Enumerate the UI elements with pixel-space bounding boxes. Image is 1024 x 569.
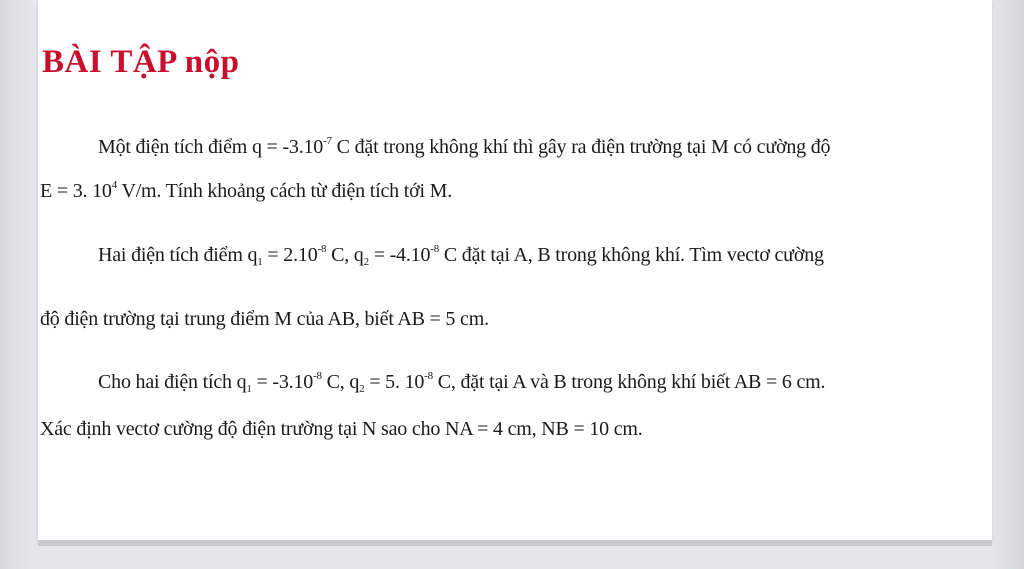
text-run: C, q xyxy=(321,371,360,393)
text-run: = -4.10 xyxy=(368,244,431,266)
subscript: 1 xyxy=(246,383,252,395)
subscript: 2 xyxy=(363,256,369,268)
exercise-1-line-1 xyxy=(98,136,830,159)
subscript: 2 xyxy=(359,383,365,395)
text-run: C, q xyxy=(326,244,364,266)
text-run: = -3.10 xyxy=(251,371,314,393)
text-run: Cho hai điện tích q xyxy=(98,371,247,393)
exponent: -8 xyxy=(313,370,322,382)
text-run: C đặt trong không khí thì gây ra điện trường tại M có cường độ xyxy=(331,136,831,158)
exercise-3-line-1 xyxy=(98,371,825,394)
document-page xyxy=(38,0,992,540)
text-run: C, đặt tại A và B trong không khí biết AB = 6 cm. xyxy=(432,371,826,393)
text-run: = 2.10 xyxy=(262,244,318,266)
exponent: -8 xyxy=(424,370,433,382)
document-title: BÀI TẬP nộp xyxy=(42,44,240,80)
exponent: 4 xyxy=(111,179,118,191)
exercise-1-line-2 xyxy=(40,180,452,203)
text-run: E = 3. 10 xyxy=(40,180,112,202)
page-bottom-edge xyxy=(38,540,992,546)
text-run: Hai điện tích điểm q xyxy=(98,244,258,266)
text-run: Một điện tích điểm q = -3.10 xyxy=(98,136,324,158)
exercise-3-line-2: Xác định vectơ cường độ điện trường tại N sao cho NA = 4 cm, NB = 10 cm. xyxy=(40,418,643,440)
exponent: -8 xyxy=(430,243,440,255)
exponent: -8 xyxy=(317,243,327,255)
exercise-2-line-1 xyxy=(98,244,824,267)
text-run: = 5. 10 xyxy=(364,371,425,393)
text-run: C đặt tại A, B trong không khí. Tìm vectơ cường xyxy=(439,244,824,266)
exercise-2-line-2: độ điện trường tại trung điểm M của AB, biết AB = 5 cm. xyxy=(40,308,489,330)
subscript: 1 xyxy=(257,256,263,268)
text-run: V/m. Tính khoảng cách từ điện tích tới M. xyxy=(117,180,453,202)
exponent: -7 xyxy=(323,135,332,147)
